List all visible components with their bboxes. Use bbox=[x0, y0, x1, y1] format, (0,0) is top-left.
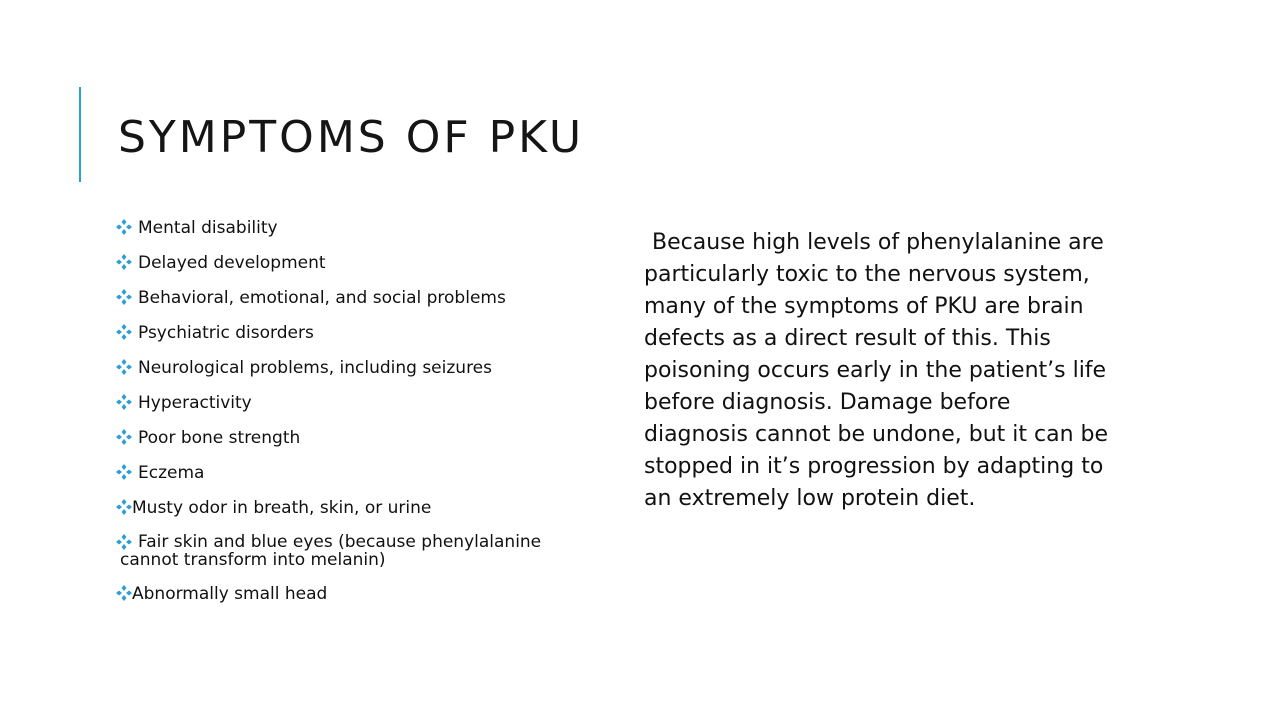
diamond-bullet-icon bbox=[116, 324, 132, 340]
title-accent-bar bbox=[79, 87, 81, 182]
list-item-text: Eczema bbox=[138, 463, 205, 483]
list-item bbox=[116, 253, 596, 273]
body-paragraph: Because high levels of phenylalanine are particularly toxic to the nervous system, many of the symptoms of PKU are brain defects as a direct result of this. This poisoning occurs early in the patient’s life before diagnosis. Damage before diagnosis cannot be undone, but it can be stopped in it’s progression by adapting to an extremely low protein diet. bbox=[644, 230, 1109, 511]
list-item-text: Fair skin and blue eyes (because phenylalanine bbox=[138, 532, 542, 552]
list-item bbox=[116, 463, 596, 483]
diamond-bullet-icon bbox=[116, 499, 132, 515]
list-item-text: Musty odor in breath, skin, or urine bbox=[132, 498, 432, 518]
list-item-text: Poor bone strength bbox=[138, 428, 301, 448]
list-item bbox=[116, 323, 596, 343]
list-item bbox=[116, 393, 596, 413]
list-item-text-continuation: cannot transform into melanin) bbox=[120, 550, 386, 570]
list-item bbox=[116, 288, 596, 308]
list-item bbox=[116, 428, 596, 448]
list-item bbox=[116, 218, 596, 238]
diamond-bullet-icon bbox=[116, 585, 132, 601]
diamond-bullet-icon bbox=[116, 289, 132, 305]
diamond-bullet-icon bbox=[116, 254, 132, 270]
list-item-text: Behavioral, emotional, and social problems bbox=[138, 288, 506, 308]
list-item bbox=[116, 584, 596, 604]
list-item-text: Hyperactivity bbox=[138, 393, 252, 413]
diamond-bullet-icon bbox=[116, 394, 132, 410]
diamond-bullet-icon bbox=[116, 464, 132, 480]
slide-title: SYMPTOMS OF PKU bbox=[118, 112, 585, 163]
list-item-text: Mental disability bbox=[138, 218, 278, 238]
list-item-text: Psychiatric disorders bbox=[138, 323, 314, 343]
list-item bbox=[116, 498, 596, 518]
symptom-list bbox=[116, 218, 596, 619]
list-item-text: Delayed development bbox=[138, 253, 326, 273]
diamond-bullet-icon bbox=[116, 359, 132, 375]
list-item-text: Neurological problems, including seizures bbox=[138, 358, 492, 378]
diamond-bullet-icon bbox=[116, 219, 132, 235]
diamond-bullet-icon bbox=[116, 429, 132, 445]
diamond-bullet-icon bbox=[116, 534, 132, 550]
list-item bbox=[116, 533, 596, 569]
list-item bbox=[116, 358, 596, 378]
list-item-text: Abnormally small head bbox=[132, 584, 328, 604]
